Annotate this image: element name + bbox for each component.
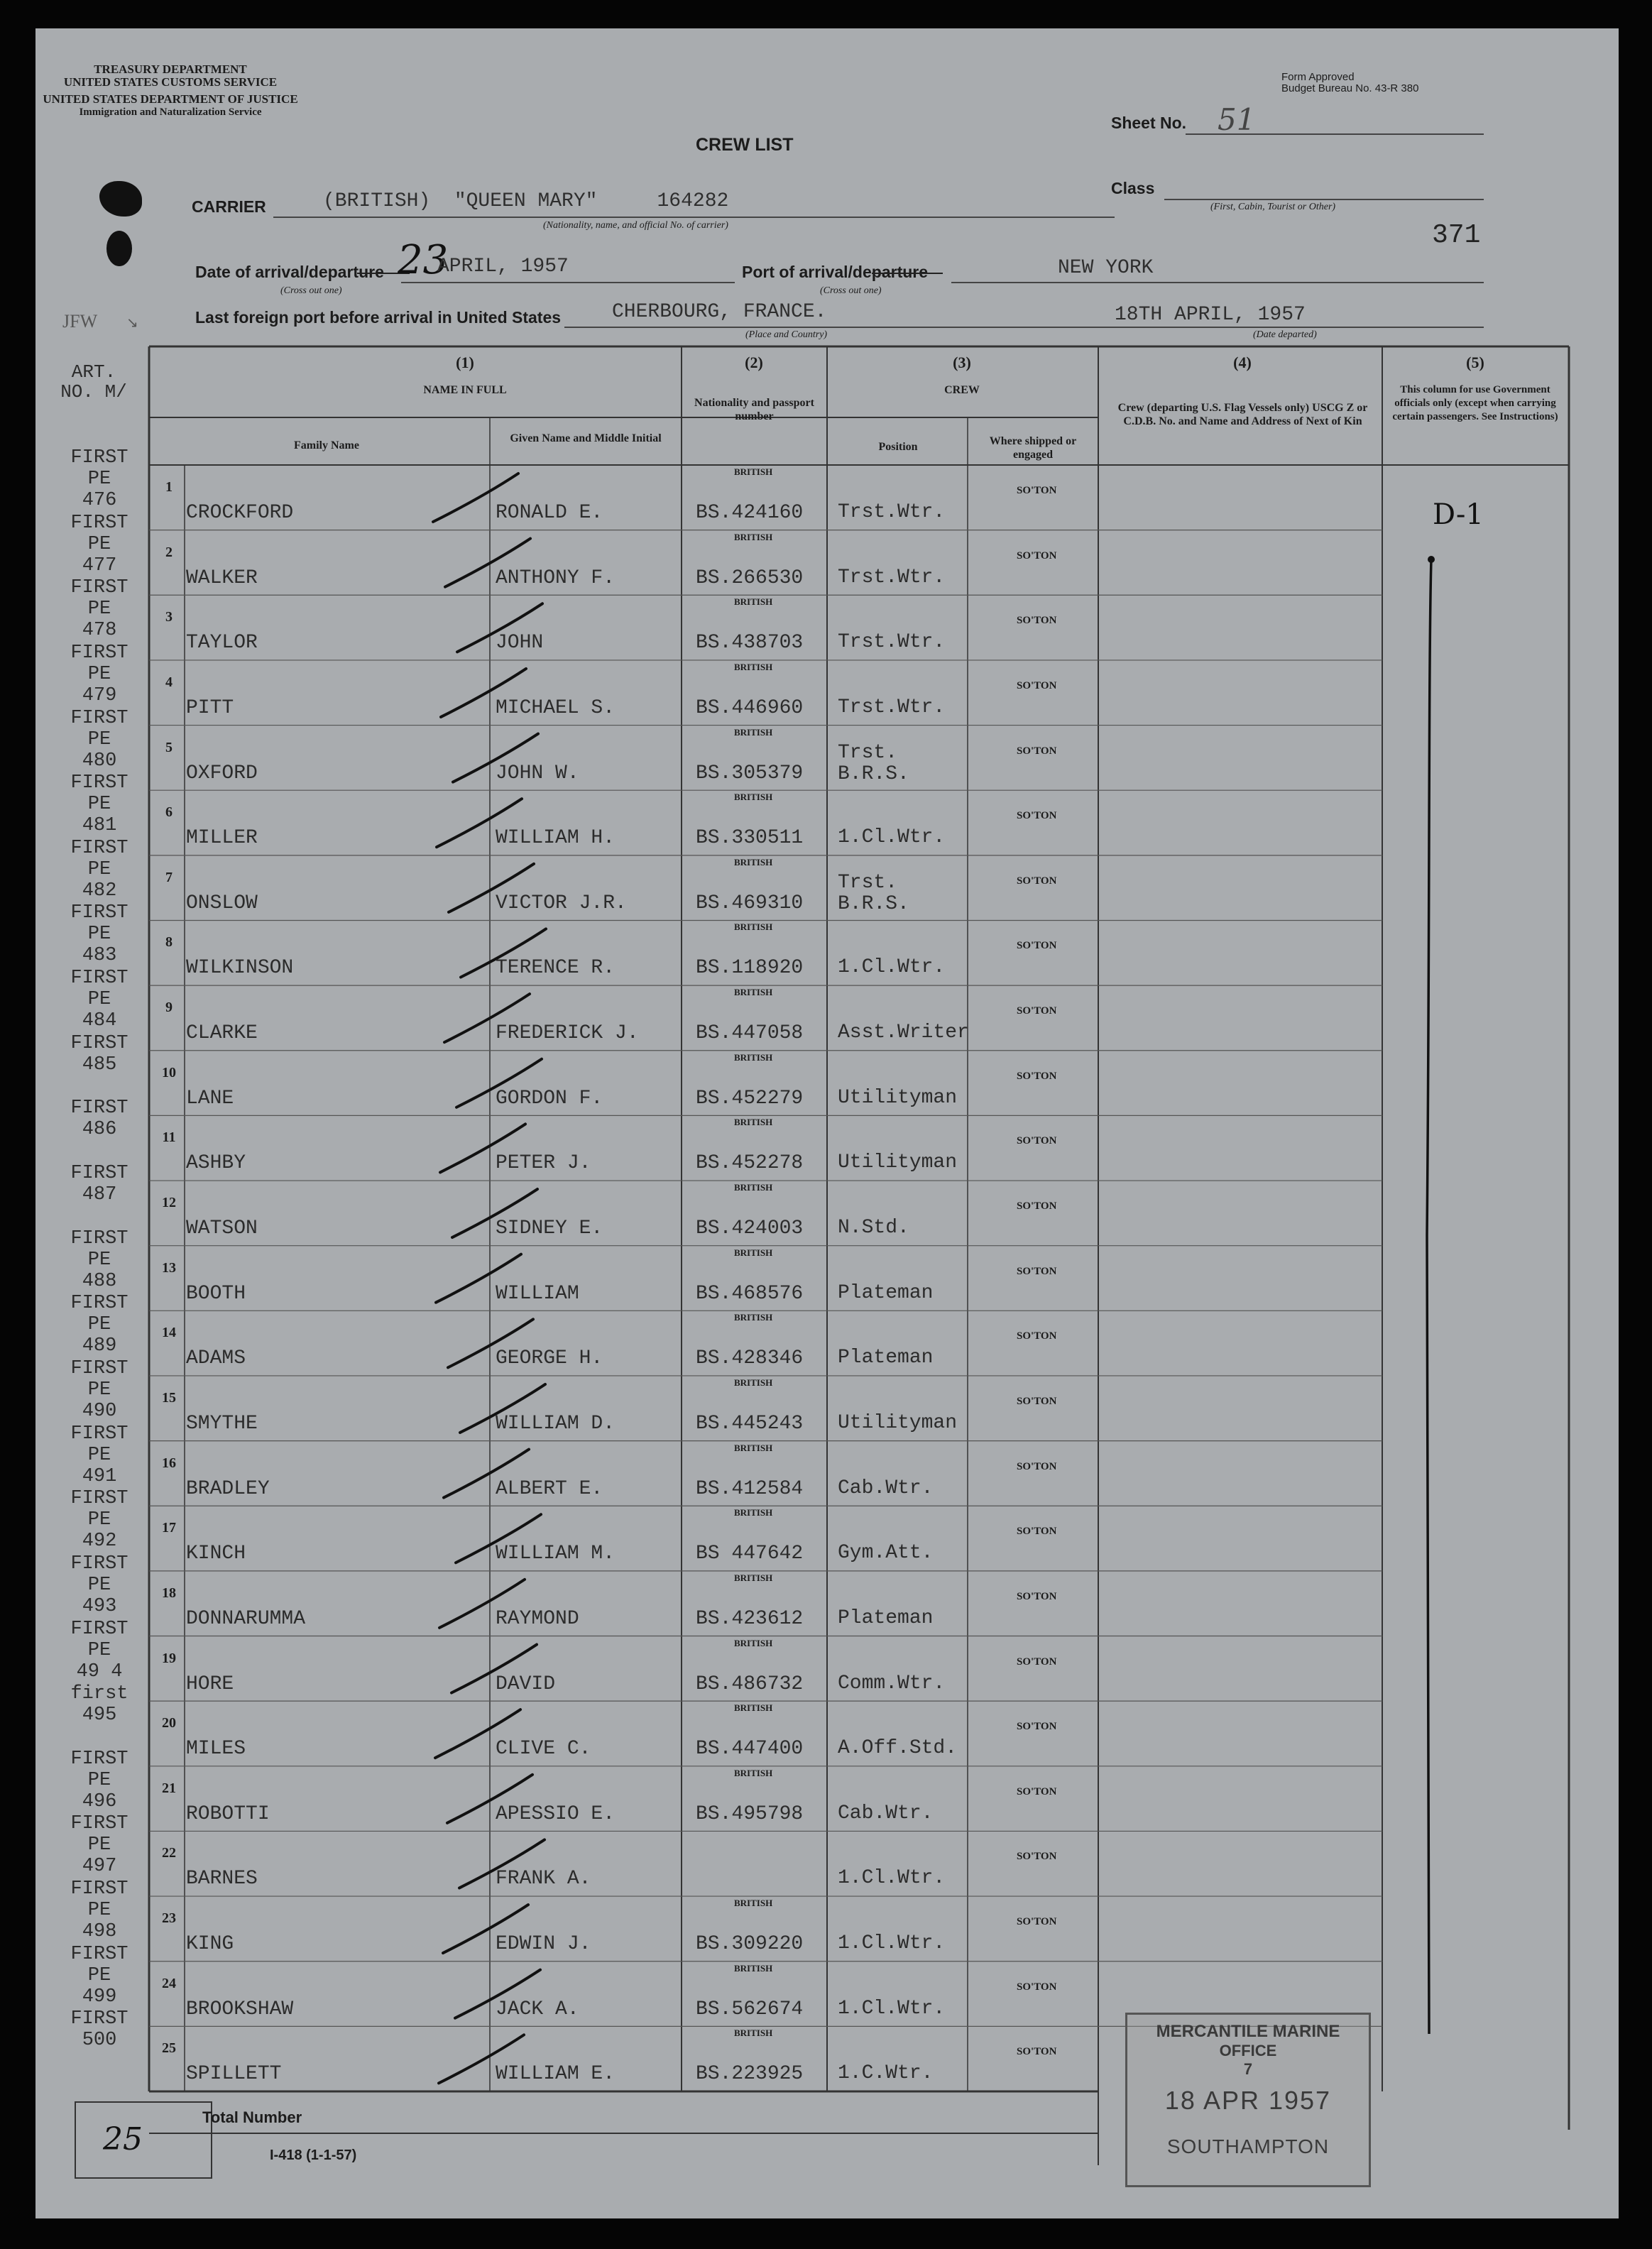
- passport-number: BS 447642: [696, 1543, 804, 1565]
- where-shipped: SO'TON: [1017, 615, 1057, 627]
- total-number-value: 25: [103, 2121, 143, 2157]
- row-number: 25: [162, 2040, 176, 2057]
- passport-number: BS.266530: [696, 567, 804, 589]
- class-caption: (First, Cabin, Tourist or Other): [1210, 202, 1336, 212]
- row-number: 15: [162, 1389, 176, 1406]
- row-number: 12: [162, 1195, 176, 1211]
- crew-position: Trst.Wtr.: [838, 501, 946, 523]
- where-shipped: SO'TON: [1017, 810, 1057, 822]
- passport-number: BS.469310: [696, 892, 804, 914]
- art-number: FIRST PE 483: [70, 902, 128, 967]
- where-shipped: SO'TON: [1017, 1590, 1057, 1602]
- art-number: FIRST PE 479: [70, 642, 128, 706]
- family-name: CLARKE: [186, 1022, 258, 1045]
- family-name: ASHBY: [186, 1152, 246, 1175]
- form-number: I-418 (1-1-57): [270, 2147, 357, 2163]
- passport-number: BS.447058: [696, 1022, 804, 1045]
- where-shipped: SO'TON: [1017, 1981, 1057, 1993]
- row-number: 1: [165, 479, 173, 495]
- date-departed-caption: (Date departed): [1253, 329, 1317, 340]
- row-number: 5: [165, 739, 173, 755]
- arrival-day: 23: [398, 237, 449, 283]
- art-number: FIRST PE 492: [70, 1488, 128, 1553]
- family-name: BRADLEY: [186, 1477, 270, 1500]
- where-shipped: SO'TON: [1017, 1785, 1057, 1797]
- family-name: LANE: [186, 1087, 234, 1110]
- given-name: CLIVE C.: [496, 1738, 591, 1761]
- family-name: HORE: [186, 1673, 234, 1695]
- given-name: TERENCE R.: [496, 957, 616, 980]
- col4-header: Crew (departing U.S. Flag Vessels only) USCG Z or C.D.B. No. and Name and Address of Next of Kin: [1117, 402, 1368, 427]
- given-name: GEORGE H.: [496, 1347, 603, 1370]
- col5-note: D-1: [1433, 498, 1484, 531]
- given-name: DAVID: [496, 1673, 556, 1695]
- where-shipped: SO'TON: [1017, 1200, 1057, 1213]
- passport-number: BS.468576: [696, 1282, 804, 1305]
- given-name: GORDON F.: [496, 1087, 603, 1110]
- nationality: BRITISH: [734, 987, 773, 998]
- col5-header: This column for use Government officials only (except when carrying certain passengers. See Instructions): [1392, 384, 1558, 422]
- sheet-number: 51: [1218, 102, 1256, 137]
- crew-position: N.Std.: [838, 1217, 909, 1240]
- total-box: [75, 2101, 212, 2179]
- port-caption: (Cross out one): [820, 285, 882, 296]
- crew-position: Cab.Wtr.: [838, 1802, 934, 1824]
- passport-number: BS.330511: [696, 827, 804, 850]
- family-name: WALKER: [186, 567, 258, 589]
- art-number: FIRST PE 497: [70, 1813, 128, 1878]
- stamp-date: 18 APR 1957: [1164, 2086, 1332, 2115]
- total-number-label: Total Number: [202, 2108, 302, 2126]
- given-name: PETER J.: [496, 1152, 591, 1175]
- agency-line-2: UNITED STATES CUSTOMS SERVICE: [63, 75, 278, 89]
- where-shipped: SO'TON: [1017, 940, 1057, 952]
- given-name: WILLIAM: [496, 1282, 579, 1305]
- where-shipped: SO'TON: [1017, 1265, 1057, 1277]
- where-shipped: SO'TON: [1017, 1330, 1057, 1342]
- crew-position: Gym.Att.: [838, 1542, 934, 1565]
- passport-number: BS.438703: [696, 632, 804, 655]
- class-label: Class: [1111, 179, 1155, 197]
- art-number: FIRST 486: [70, 1098, 128, 1141]
- art-number: FIRST PE 490: [70, 1357, 128, 1422]
- family-name: KING: [186, 1933, 234, 1956]
- given-name: ANTHONY F.: [496, 567, 616, 589]
- row-number: 13: [162, 1259, 176, 1276]
- nationality: BRITISH: [734, 1898, 773, 1909]
- passport-number: BS.446960: [696, 696, 804, 719]
- nationality-header: Nationality and passport number: [694, 397, 814, 422]
- col5-mark-dot: [1428, 556, 1435, 563]
- art-number: FIRST PE 482: [70, 837, 128, 902]
- crew-position: Plateman: [838, 1347, 934, 1369]
- art-number: FIRST PE 484: [70, 968, 128, 1032]
- art-number: FIRST PE 477: [70, 512, 128, 576]
- carrier-value: (BRITISH) "QUEEN MARY" 164282: [323, 190, 729, 212]
- passport-number: BS.423612: [696, 1607, 804, 1630]
- family-name: ADAMS: [186, 1347, 246, 1370]
- given-name: SIDNEY E.: [496, 1217, 603, 1240]
- row-number: 11: [162, 1129, 176, 1146]
- stamp-city: SOUTHAMPTON: [1166, 2135, 1330, 2157]
- last-port-value: CHERBOURG, FRANCE.: [612, 301, 827, 323]
- nationality: BRITISH: [734, 1572, 773, 1583]
- family-name: CROCKFORD: [186, 502, 294, 524]
- given-name: JOHN: [496, 632, 544, 655]
- crew-position: Utilityman: [838, 1411, 958, 1434]
- given-name: JACK A.: [496, 1998, 579, 2020]
- crew-position: Asst.Writer: [838, 1022, 969, 1044]
- port-value: NEW YORK: [1058, 257, 1154, 279]
- crew-header: CREW: [944, 384, 980, 396]
- agency-line-4: Immigration and Naturalization Service: [79, 106, 262, 118]
- row-number: 10: [162, 1064, 176, 1080]
- row-number: 21: [162, 1780, 176, 1796]
- nationality: BRITISH: [734, 1117, 773, 1128]
- passport-number: BS.309220: [696, 1933, 804, 1956]
- row-number: 14: [162, 1325, 176, 1341]
- given-name: RONALD E.: [496, 502, 603, 524]
- nationality: BRITISH: [734, 1442, 773, 1453]
- nationality: BRITISH: [734, 2028, 773, 2039]
- row-number: 18: [162, 1585, 176, 1601]
- given-name: FRANK A.: [496, 1868, 591, 1890]
- nationality: BRITISH: [734, 726, 773, 738]
- last-port-caption: (Place and Country): [745, 329, 828, 340]
- nationality: BRITISH: [734, 531, 773, 542]
- nationality: BRITISH: [734, 921, 773, 933]
- col1-number: (1): [456, 354, 474, 371]
- name-in-full-header: NAME IN FULL: [423, 384, 507, 396]
- given-name: WILLIAM H.: [496, 827, 616, 850]
- where-shipped: SO'TON: [1017, 1721, 1057, 1733]
- nationality: BRITISH: [734, 792, 773, 803]
- nationality: BRITISH: [734, 1312, 773, 1323]
- stamp-line-1: MERCANTILE MARINE: [1156, 2022, 1340, 2041]
- col2-number: (2): [745, 354, 763, 371]
- art-number: FIRST PE 481: [70, 772, 128, 837]
- col5-mark-line: [1427, 559, 1431, 2034]
- family-name: SPILLETT: [186, 2063, 282, 2086]
- sheet-label: Sheet No.: [1111, 114, 1187, 132]
- given-name: RAYMOND: [496, 1607, 579, 1630]
- family-name: BARNES: [186, 1868, 258, 1890]
- carrier-label: CARRIER: [192, 197, 266, 216]
- art-number: FIRST PE 476: [70, 447, 128, 511]
- family-name: WATSON: [186, 1217, 258, 1240]
- given-name: MICHAEL S.: [496, 696, 616, 719]
- nationality: BRITISH: [734, 661, 773, 672]
- family-name-header: Family Name: [294, 439, 359, 452]
- position-header: Position: [878, 441, 918, 453]
- passport-number: BS.424003: [696, 1217, 804, 1240]
- crew-position: Trst. B.R.S.: [838, 741, 909, 785]
- art-number: FIRST PE 49 4: [70, 1618, 128, 1682]
- nationality: BRITISH: [734, 1962, 773, 1974]
- crew-position: Trst.Wtr.: [838, 566, 946, 589]
- nationality: BRITISH: [734, 1182, 773, 1193]
- art-number: FIRST PE 489: [70, 1293, 128, 1357]
- family-name: OXFORD: [186, 762, 258, 784]
- family-name: PITT: [186, 696, 234, 719]
- art-number: FIRST PE 498: [70, 1878, 128, 1943]
- crew-position: Plateman: [838, 1607, 934, 1629]
- col5-number: (5): [1466, 354, 1484, 371]
- nationality: BRITISH: [734, 1637, 773, 1648]
- crew-position: Trst. B.R.S.: [838, 871, 909, 915]
- where-shipped: SO'TON: [1017, 1916, 1057, 1928]
- art-number: FIRST PE 491: [70, 1423, 128, 1487]
- crew-list-document: TREASURY DEPARTMENT UNITED STATES CUSTOMS SERVICE UNITED STATES DEPARTMENT OF JUSTICE Immigration and Naturalization Service CREW LIST Form Approved Budget Bureau No. 43-R 380 Sheet No. 51 Class (First, Cabin, Tourist or Other) 371 CARRIER (BRITISH) "QUEEN MARY" 164282 (Nationality, name, and official No. of carrier) Date of arrival/departure (Cross out one) 23 APRIL, 1957 Port of arrival/departure (Cross out one) NEW YORK JFW ↘ Last foreign port before arrival in United States CHERBOURG, FRANCE. (Place and Country) 18TH APRIL, 1957 (Date departed) ART. NO. M/ (1) NAME IN FULL Family Name Given Name and Middle Initial (2) Nationality and passport number (3) CREW Position Where shipped or engaged (4) Crew (departing U.S. Flag Vessels only) USCG Z or C.D.B. No. and Name and Address of Next of Kin (5) This column for use Government officials only (except when carrying certain passengers. See Instructions) D-1 FIRST PE 476 1 CROCKFORD RONALD E. BRITISH BS.424160 Trst.Wtr. SO'TON FIRST PE 477 2 WALKER ANTHONY F. BRITISH BS.266530 Trst.Wtr. SO'TON FIRST PE 478 3 TAYLOR JOHN BRITISH BS.438703 Trst.Wtr. SO'TON FIRST PE 479 4 PITT MICHAEL S. BRITISH BS.446960 Trst.Wtr. SO'TON FIRST PE 480 5 OXFORD JOHN W. BRITISH BS.305379 Trst. B.R.S. SO'TON FIRST PE 481 6 MILLER WILLIAM H. BRITISH BS.330511 1.Cl.Wtr. SO'TON FIRST PE 482 7 ONSLOW VICTOR J.R. BRITISH BS.469310 Trst. B.R.S. SO'TON FIRST PE 483 8 WILKINSON TERENCE R. BRITISH BS.118920 1.Cl.Wtr. SO'TON FIRST PE 484 9 CLARKE FREDERICK J. BRITISH BS.447058 Asst.Writer SO'TON FIRST 485 10 LANE GORDON F. BRITISH BS.452279 Utilityman SO'TON FIRST 486 11 ASHBY PETER J. BRITISH BS.452278 Utilityman SO'TON FIRST 487 12 WATSON SIDNEY E. BRITISH BS.424003 N.Std. SO'TON FIRST PE 488 13 BOOTH WILLIAM BRITISH BS.468576 Plateman SO'TON FIRST PE 489 14 ADAMS GEORGE H. BRITISH BS.428346 Plateman SO'TON FIRST PE 490 15 SMYTHE WILLIAM D. BRITISH BS.445243 Utilityman SO'TON FIRST PE 491 16 BRADLEY ALBERT E. BRITISH BS.412584 Cab.Wtr. SO'TON FIRST PE 492 17 KINCH WILLIAM M. BRITISH BS 447642 Gym.Att. SO'TON FIRST PE 493 18 DONNARUMMA RAYMOND BRITISH BS.423612 Plateman SO'TON FIRST PE 49 4 19 HORE DAVID BRITISH BS.486732 Comm.Wtr. SO'TON first 495 20 MILES CLIVE C. BRITISH BS.447400 A.Off.Std. SO'TON FIRST PE 496 21 ROBOTTI APESSIO E. BRITISH BS.495798 Cab.Wtr. SO'TON FIRST PE 497 22 BARNES FRANK A. 1.Cl.Wtr. SO'TON FIRST PE 498 23 KING EDWIN J. BRITISH BS.309220 1.Cl.Wtr. SO'TON FIRST PE 499 24 BROOKSHAW JACK A. BRITISH BS.562674 1.Cl.Wtr. SO'TON FIRST 500 25 SPILLETT WILLIAM E. BRITISH BS.223925 1.C.Wtr. SO'TON 25 Total Number I-418 (1-1-57) MERCANTILE MARINE OFFICE 7 18 APR 1957 SOUTHAMPTON: [35, 28, 1619, 2218]
- crew-position: Comm.Wtr.: [838, 1672, 946, 1695]
- where-shipped-header: Where shipped or engaged: [989, 435, 1077, 461]
- where-shipped: SO'TON: [1017, 1070, 1057, 1082]
- family-name: MILLER: [186, 827, 258, 850]
- nationality: BRITISH: [734, 1507, 773, 1519]
- given-name: EDWIN J.: [496, 1933, 591, 1956]
- row-number: 22: [162, 1845, 176, 1861]
- passport-number: BS.452278: [696, 1152, 804, 1175]
- art-number: FIRST PE 480: [70, 707, 128, 772]
- crew-position: Cab.Wtr.: [838, 1477, 934, 1499]
- where-shipped: SO'TON: [1017, 1526, 1057, 1538]
- agency-line-1: TREASURY DEPARTMENT: [94, 62, 247, 76]
- row-number: 7: [165, 869, 173, 885]
- row-number: 16: [162, 1455, 176, 1471]
- art-number: FIRST 485: [70, 1032, 128, 1076]
- crew-position: Trst.Wtr.: [838, 631, 946, 654]
- crew-position: 1.Cl.Wtr.: [838, 1867, 946, 1890]
- given-name: FREDERICK J.: [496, 1022, 639, 1045]
- crew-position: Utilityman: [838, 1151, 958, 1174]
- where-shipped: SO'TON: [1017, 1135, 1057, 1147]
- row-number: 8: [165, 934, 173, 951]
- given-name: WILLIAM D.: [496, 1412, 616, 1435]
- passport-number: BS.562674: [696, 1998, 804, 2020]
- clerk-initials: JFW: [62, 311, 98, 332]
- row-number: 2: [165, 544, 173, 560]
- page-number: 371: [1432, 220, 1481, 251]
- art-number: FIRST PE 488: [70, 1227, 128, 1292]
- arrival-date: APRIL, 1957: [437, 256, 569, 278]
- row-number: 17: [162, 1520, 176, 1536]
- passport-number: BS.486732: [696, 1673, 804, 1695]
- passport-number: BS.495798: [696, 1802, 804, 1825]
- passport-number: BS.424160: [696, 502, 804, 524]
- nationality: BRITISH: [734, 856, 773, 868]
- row-number: 3: [165, 609, 173, 625]
- crew-position: Trst.Wtr.: [838, 696, 946, 718]
- family-name: DONNARUMMA: [186, 1607, 306, 1630]
- art-no-header: ART. NO. M/: [60, 361, 127, 403]
- nationality: BRITISH: [734, 1247, 773, 1258]
- passport-number: BS.452279: [696, 1087, 804, 1110]
- given-name: WILLIAM E.: [496, 2063, 616, 2086]
- crew-position: 1.Cl.Wtr.: [838, 1997, 946, 2020]
- nationality: BRITISH: [734, 1767, 773, 1778]
- given-name: VICTOR J.R.: [496, 892, 627, 914]
- family-name: TAYLOR: [186, 632, 258, 655]
- where-shipped: SO'TON: [1017, 1656, 1057, 1668]
- port-label: Port of arrival/departure: [742, 263, 929, 281]
- col3-number: (3): [953, 354, 971, 371]
- passport-number: BS.412584: [696, 1477, 804, 1500]
- passport-number: BS.445243: [696, 1412, 804, 1435]
- row-number: 23: [162, 1910, 176, 1927]
- given-name: ALBERT E.: [496, 1477, 603, 1500]
- given-name: APESSIO E.: [496, 1802, 616, 1825]
- col4-number: (4): [1233, 354, 1252, 371]
- crew-position: 1.C.Wtr.: [838, 2062, 934, 2085]
- row-number: 4: [165, 674, 173, 690]
- where-shipped: SO'TON: [1017, 549, 1057, 562]
- family-name: ONSLOW: [186, 892, 258, 914]
- row-number: 20: [162, 1715, 176, 1731]
- table-grid: [35, 28, 1619, 2218]
- crew-position: Utilityman: [838, 1086, 958, 1109]
- row-number: 6: [165, 804, 173, 821]
- page-title: CREW LIST: [696, 135, 794, 155]
- budget-bureau: Budget Bureau No. 43-R 380: [1281, 82, 1419, 94]
- crew-position: 1.Cl.Wtr.: [838, 956, 946, 979]
- row-number: 9: [165, 1000, 173, 1016]
- passport-number: BS.428346: [696, 1347, 804, 1370]
- last-port-label: Last foreign port before arrival in United States: [195, 308, 562, 327]
- date-label: Date of arrival/departure: [195, 263, 384, 281]
- where-shipped: SO'TON: [1017, 485, 1057, 496]
- passport-number: BS.447400: [696, 1738, 804, 1761]
- where-shipped: SO'TON: [1017, 1460, 1057, 1472]
- crew-position: 1.Cl.Wtr.: [838, 1932, 946, 1955]
- family-name: KINCH: [186, 1543, 246, 1565]
- agency-line-3: UNITED STATES DEPARTMENT OF JUSTICE: [43, 92, 298, 106]
- passport-number: BS.305379: [696, 762, 804, 784]
- where-shipped: SO'TON: [1017, 2046, 1057, 2058]
- nationality: BRITISH: [734, 596, 773, 608]
- where-shipped: SO'TON: [1017, 1851, 1057, 1863]
- carrier-caption: (Nationality, name, and official No. of carrier): [543, 220, 728, 231]
- family-name: WILKINSON: [186, 957, 294, 980]
- art-number: first 495: [70, 1683, 128, 1727]
- family-name: SMYTHE: [186, 1412, 258, 1435]
- art-number: FIRST PE 496: [70, 1748, 128, 1812]
- date-departed-value: 18TH APRIL, 1957: [1115, 304, 1306, 326]
- stamp-line-2: OFFICE: [1219, 2042, 1277, 2059]
- where-shipped: SO'TON: [1017, 679, 1057, 691]
- form-approved: Form Approved: [1281, 71, 1355, 83]
- given-name-header: Given Name and Middle Initial: [510, 432, 662, 444]
- where-shipped: SO'TON: [1017, 1005, 1057, 1017]
- stamp-line-3: 7: [1243, 2060, 1253, 2078]
- crew-position: 1.Cl.Wtr.: [838, 826, 946, 849]
- where-shipped: SO'TON: [1017, 875, 1057, 887]
- row-number: 19: [162, 1650, 176, 1666]
- mercantile-marine-stamp: [1125, 2013, 1371, 2187]
- given-name: WILLIAM M.: [496, 1543, 616, 1565]
- art-number: FIRST PE 499: [70, 1943, 128, 2008]
- art-number: FIRST 487: [70, 1163, 128, 1206]
- art-number: FIRST PE 493: [70, 1553, 128, 1617]
- row-number: 24: [162, 1975, 176, 1991]
- passport-number: BS.118920: [696, 957, 804, 980]
- nationality: BRITISH: [734, 466, 773, 477]
- passport-number: BS.223925: [696, 2063, 804, 2086]
- nationality: BRITISH: [734, 1377, 773, 1388]
- crew-position: A.Off.Std.: [838, 1737, 958, 1760]
- family-name: ROBOTTI: [186, 1802, 270, 1825]
- nationality: BRITISH: [734, 1702, 773, 1714]
- family-name: BROOKSHAW: [186, 1998, 294, 2020]
- where-shipped: SO'TON: [1017, 1395, 1057, 1407]
- nationality: BRITISH: [734, 1051, 773, 1063]
- family-name: MILES: [186, 1738, 246, 1761]
- family-name: BOOTH: [186, 1282, 246, 1305]
- art-number: FIRST PE 478: [70, 577, 128, 642]
- date-caption: (Cross out one): [280, 285, 342, 296]
- art-number: FIRST 500: [70, 2008, 128, 2052]
- where-shipped: SO'TON: [1017, 745, 1057, 757]
- given-name: JOHN W.: [496, 762, 579, 784]
- crew-position: Plateman: [838, 1281, 934, 1304]
